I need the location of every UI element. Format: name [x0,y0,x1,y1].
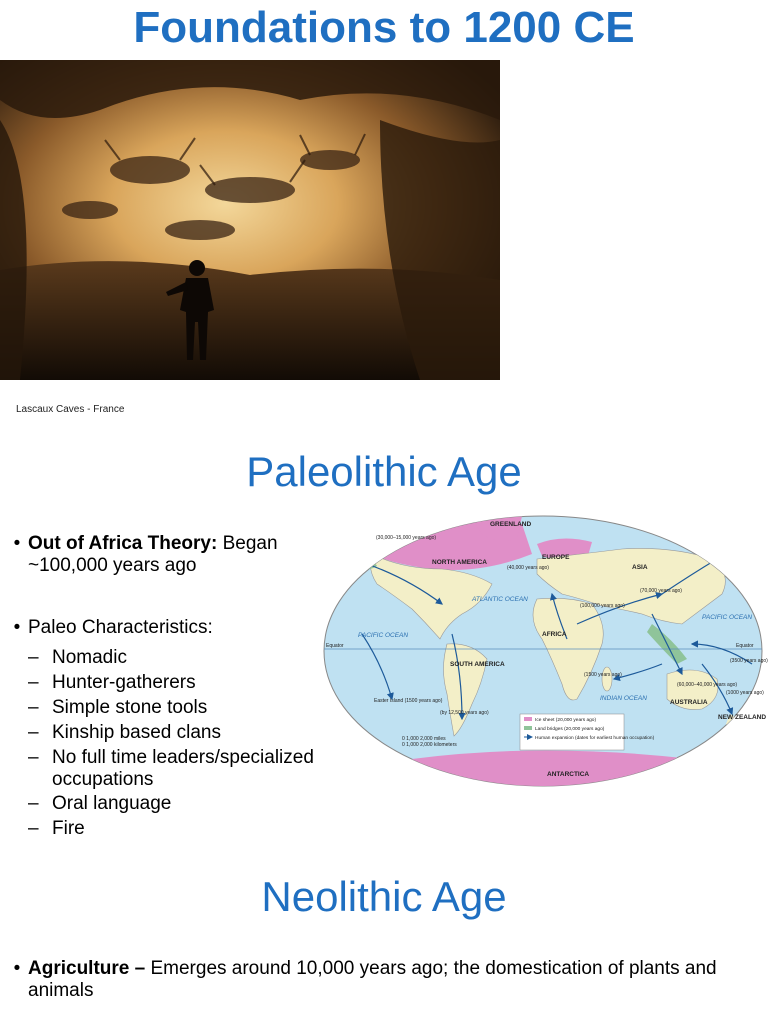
label-australia: AUSTRALIA [670,699,708,706]
bullet-text: Paleo Characteristics: [28,617,213,638]
label-asia: ASIA [632,564,648,571]
lascaux-cave-photo [0,60,500,380]
label-indian-ocean: INDIAN OCEAN [600,695,647,702]
neolithic-heading: Neolithic Age [261,873,507,920]
list-item: – No full time leaders/specialized occupations [28,747,314,790]
legend-label-human-expansion: Human expansion (dates for earliest human occupation) [535,736,655,741]
bullet-text: Emerges around 10,000 years ago; the domestication of plants and animals [28,958,717,1001]
label-south-america: SOUTH AMERICA [450,661,505,668]
bullet-dot: • [13,533,21,554]
label-date-north-america: (30,000–15,000 years ago) [376,535,437,541]
page-title: Foundations to 1200 CE [133,3,635,52]
legend-label-land-bridge: Land bridges (20,000 years ago) [535,727,605,732]
label-date-australia: (60,000–40,000 years ago) [677,682,738,688]
label-europe: EUROPE [542,554,570,561]
bullet-text: Began ~100,000 years ago [28,533,278,576]
list-item: – Oral language [28,793,172,814]
bullet-dot: • [13,617,21,638]
label-date-madagascar: (1500 years ago) [584,672,622,678]
bullet-paleo-characteristics [6,617,366,841]
label-greenland: GREENLAND [490,521,532,528]
legend-swatch-land-bridge [524,726,532,730]
label-date-pacific: (3500 years ago) [730,658,768,664]
list-item: – Nomadic [28,647,127,668]
bullet-agriculture [6,958,766,1002]
label-pacific-ocean-left: PACIFIC OCEAN [358,632,409,639]
legend-swatch-ice [524,717,532,721]
label-equator-left: Equator [326,643,344,649]
characteristics-list [28,645,366,841]
label-equator-right: Equator [736,643,754,649]
label-new-zealand: NEW ZEALAND [718,714,767,721]
legend-label-ice: Ice sheet (20,000 years ago) [535,718,597,723]
human-migration-map [322,514,768,788]
bullet-out-of-africa [6,533,316,577]
label-date-new-zealand: (1000 years ago) [726,690,764,696]
label-pacific-ocean-right: PACIFIC OCEAN [702,614,753,621]
bullet-bold-term: Agriculture – [28,958,146,979]
label-date-africa: (100,000 years ago) [580,603,625,609]
scale-miles: 0 1,000 2,000 miles [402,736,446,742]
label-africa: AFRICA [542,631,567,638]
scale-kilometers: 0 1,000 2,000 kilometers [402,742,457,748]
list-item: – Hunter-gatherers [28,672,196,693]
list-item: – Simple stone tools [28,697,208,718]
label-easter-island: Easter Island (1500 years ago) [374,698,443,704]
bullet-bold-term: Out of Africa Theory: [28,533,218,554]
paleolithic-heading: Paleolithic Age [246,448,522,495]
label-north-america: NORTH AMERICA [432,559,488,566]
label-date-europe: (40,000 years ago) [507,565,549,571]
label-antarctica: ANTARCTICA [547,771,590,778]
label-date-asia: (70,000 years ago) [640,588,682,594]
label-atlantic-ocean: ATLANTIC OCEAN [472,596,528,603]
image-caption: Lascaux Caves - France [16,404,125,415]
list-item: – Fire [28,818,85,839]
label-date-south-america: (by 12,500 years ago) [440,710,489,716]
list-item: – Kinship based clans [28,722,221,743]
bullet-dot: • [13,958,21,979]
